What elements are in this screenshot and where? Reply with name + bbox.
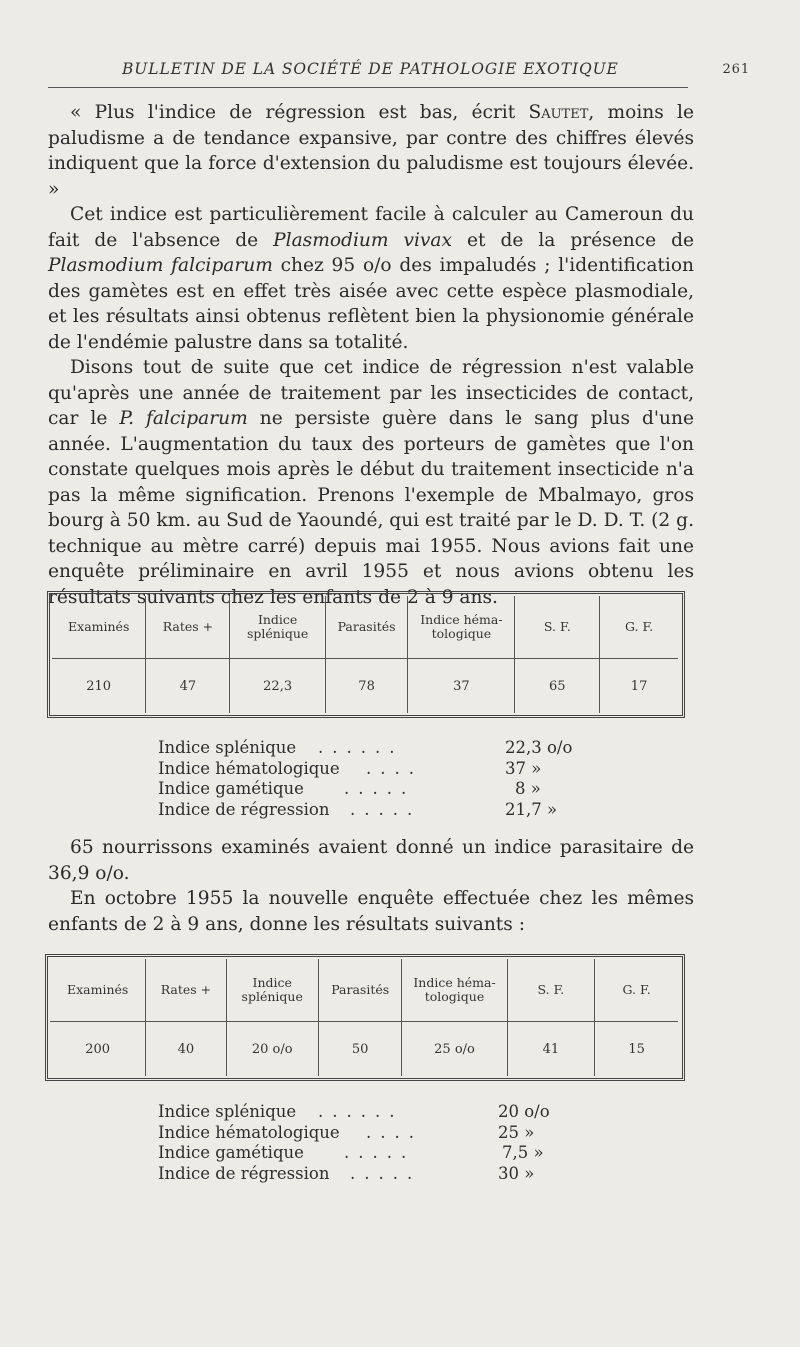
- body-text-middle: [48, 835, 694, 937]
- cell-sf: 41: [507, 1022, 595, 1077]
- cell-rates: 47: [146, 659, 230, 714]
- col-parasites: Parasités: [318, 959, 402, 1022]
- col-gf: G. F.: [600, 596, 678, 659]
- col-parasites: Parasités: [325, 596, 408, 659]
- body-text-top: [48, 100, 694, 610]
- page-number: 261: [722, 62, 750, 77]
- col-sf: S. F.: [515, 596, 600, 659]
- paragraph-nourrissons: 65 nourrissons examinés avaient donné un indice parasitaire de 36,9 o/o.: [48, 837, 694, 884]
- running-head: [50, 58, 750, 84]
- paragraph-cameroun: Cet indice est particulièrement facile à calculer au Cameroun du fait de l'absence de Plasmodium vivax et de la présence de Plasmodium falciparum chez 95 o/o des impaludés ; l'identification des gamètes est en effet très aisée avec cette espèce plasmodiale, et les résultats ainsi obtenus reflètent bien la physionomie générale de l'endémie palustre dans sa totalité.: [48, 204, 694, 353]
- cell-sf: 65: [515, 659, 600, 714]
- col-examines: Examinés: [68, 619, 130, 634]
- col-indice-hemato: Indice héma- tologique: [408, 596, 515, 659]
- col-sf: S. F.: [507, 959, 595, 1022]
- col-indice-splenique: Indice splénique: [226, 959, 318, 1022]
- cell-indice-splenique: 22,3: [230, 659, 325, 714]
- table-header-row: [52, 596, 678, 659]
- cell-indice-hemato: 37: [408, 659, 515, 714]
- paragraph-octobre: En octobre 1955 la nouvelle enquête effectuée chez les mêmes enfants de 2 à 9 ans, donne les résultats suivants :: [48, 888, 694, 935]
- cell-gf: 17: [600, 659, 678, 714]
- running-title: BULLETIN DE LA SOCIÉTÉ DE PATHOLOGIE EXOTIQUE: [122, 60, 619, 78]
- col-indice-hemato: Indice héma- tologique: [402, 959, 507, 1022]
- paragraph-quote: « Plus l'indice de régression est bas, écrit Sautet, moins le paludisme a de tendance expansive, par contre des chiffres élevés indiquent que la force d'extension du paludisme est toujours élevée. »: [48, 102, 694, 200]
- col-examines: Examinés: [67, 982, 129, 997]
- table-row: [50, 1022, 678, 1077]
- cell-examines: 210: [52, 659, 146, 714]
- cell-indice-splenique: 20 o/o: [226, 1022, 318, 1077]
- results-table-october: [50, 959, 678, 1076]
- table-row: [52, 659, 678, 714]
- cell-examines: 200: [50, 1022, 146, 1077]
- cell-parasites: 50: [318, 1022, 402, 1077]
- col-rates: Rates +: [146, 959, 226, 1022]
- col-indice-splenique: Indice splénique: [230, 596, 325, 659]
- col-rates: Rates +: [146, 596, 230, 659]
- table-header-row: [50, 959, 678, 1022]
- results-table-april: [52, 596, 678, 713]
- paragraph-mbalmayo: Disons tout de suite que cet indice de régression n'est valable qu'après une année de traitement par les insecticides de contact, car le P. falciparum ne persiste guère dans le sang plus d'une année. L'augmentation du taux des porteurs de gamètes que l'on constate quelques mois après le début du traitement insecticide n'a pas la même signification. Prenons l'exemple de Mbalmayo, gros bourg à 50 km. au Sud de Yaoundé, qui est traité par le D. D. T. (2 g. technique au mètre carré) depuis mai 1955. Nous avions fait une enquête préliminaire en avril 1955 et nous avions obtenu les résultats suivants chez les enfants de 2 à 9 ans.: [48, 357, 694, 608]
- cell-rates: 40: [146, 1022, 226, 1077]
- col-gf: G. F.: [595, 959, 678, 1022]
- cell-gf: 15: [595, 1022, 678, 1077]
- document-page: BULLETIN DE LA SOCIÉTÉ DE PATHOLOGIE EXOTIQUE 261 « Plus l'indice de régression est bas, écrit Sautet, moins le paludisme a de tendance expansive, par contre des chiffres élevés indiquent que la force d'extension du paludisme est toujours élevée. » Cet indice est particulièrement facile à calculer au Cameroun du fait de l'absence de Plasmodium vivax et de la présence de Plasmodium falciparum chez 95 o/o des impaludés ; l'identification des gamètes est en effet très aisée avec cette espèce plasmodiale, et les résultats ainsi obtenus reflètent bien la physionomie générale de l'endémie palustre dans sa totalité. Disons tout de suite que cet indice de régression n'est valable qu'après une année de traitement par les insecticides de contact, car le P. falciparum ne persiste guère dans le sang plus d'une année. L'augmentation du taux des porteurs de gamètes que l'on constate quelques mois après le début du traitement insecticide n'a pas la même signification. Prenons l'exemple de Mbalmayo, gros bourg à 50 km. au Sud de Yaoundé, qui est traité par le D. D. T. (2 g. technique au mètre carré) depuis mai 1955. Nous avions fait une enquête préliminaire en avril 1955 et nous avions obtenu les résultats suivants chez les enfants de 2 à 9 ans. Examinés Rates + Indice splénique Parasités Indice héma- tologique S. F. G. F. 210 47 22,3 78 37 65 17 Indice splénique ...... 22,3 o/o Indice hématologique .... 37 » Indice gamétique ..... 8 » Indice de régression ..... 21,7 » 65 nourrissons examinés avaient donné un indice parasitaire de 36,9 o/o. En octobre 1955 la nouvelle enquête effectuée chez les mêmes enfants de 2 à 9 ans, donne les résultats suivants : Examinés Rates + Indice splénique Parasités Indice héma- tologique S. F. G. F. 200 40 20 o/o 50 25 o/o 41 15 Indice splénique ...... 20 o/o Indice hématologique .... 25 » Indice gamétique ..... 7,5 » Indice de régression ..... 30 »: [0, 0, 800, 1347]
- header-rule: [48, 87, 688, 88]
- cell-parasites: 78: [325, 659, 408, 714]
- author-name: Sautet: [528, 102, 589, 123]
- cell-indice-hemato: 25 o/o: [402, 1022, 507, 1077]
